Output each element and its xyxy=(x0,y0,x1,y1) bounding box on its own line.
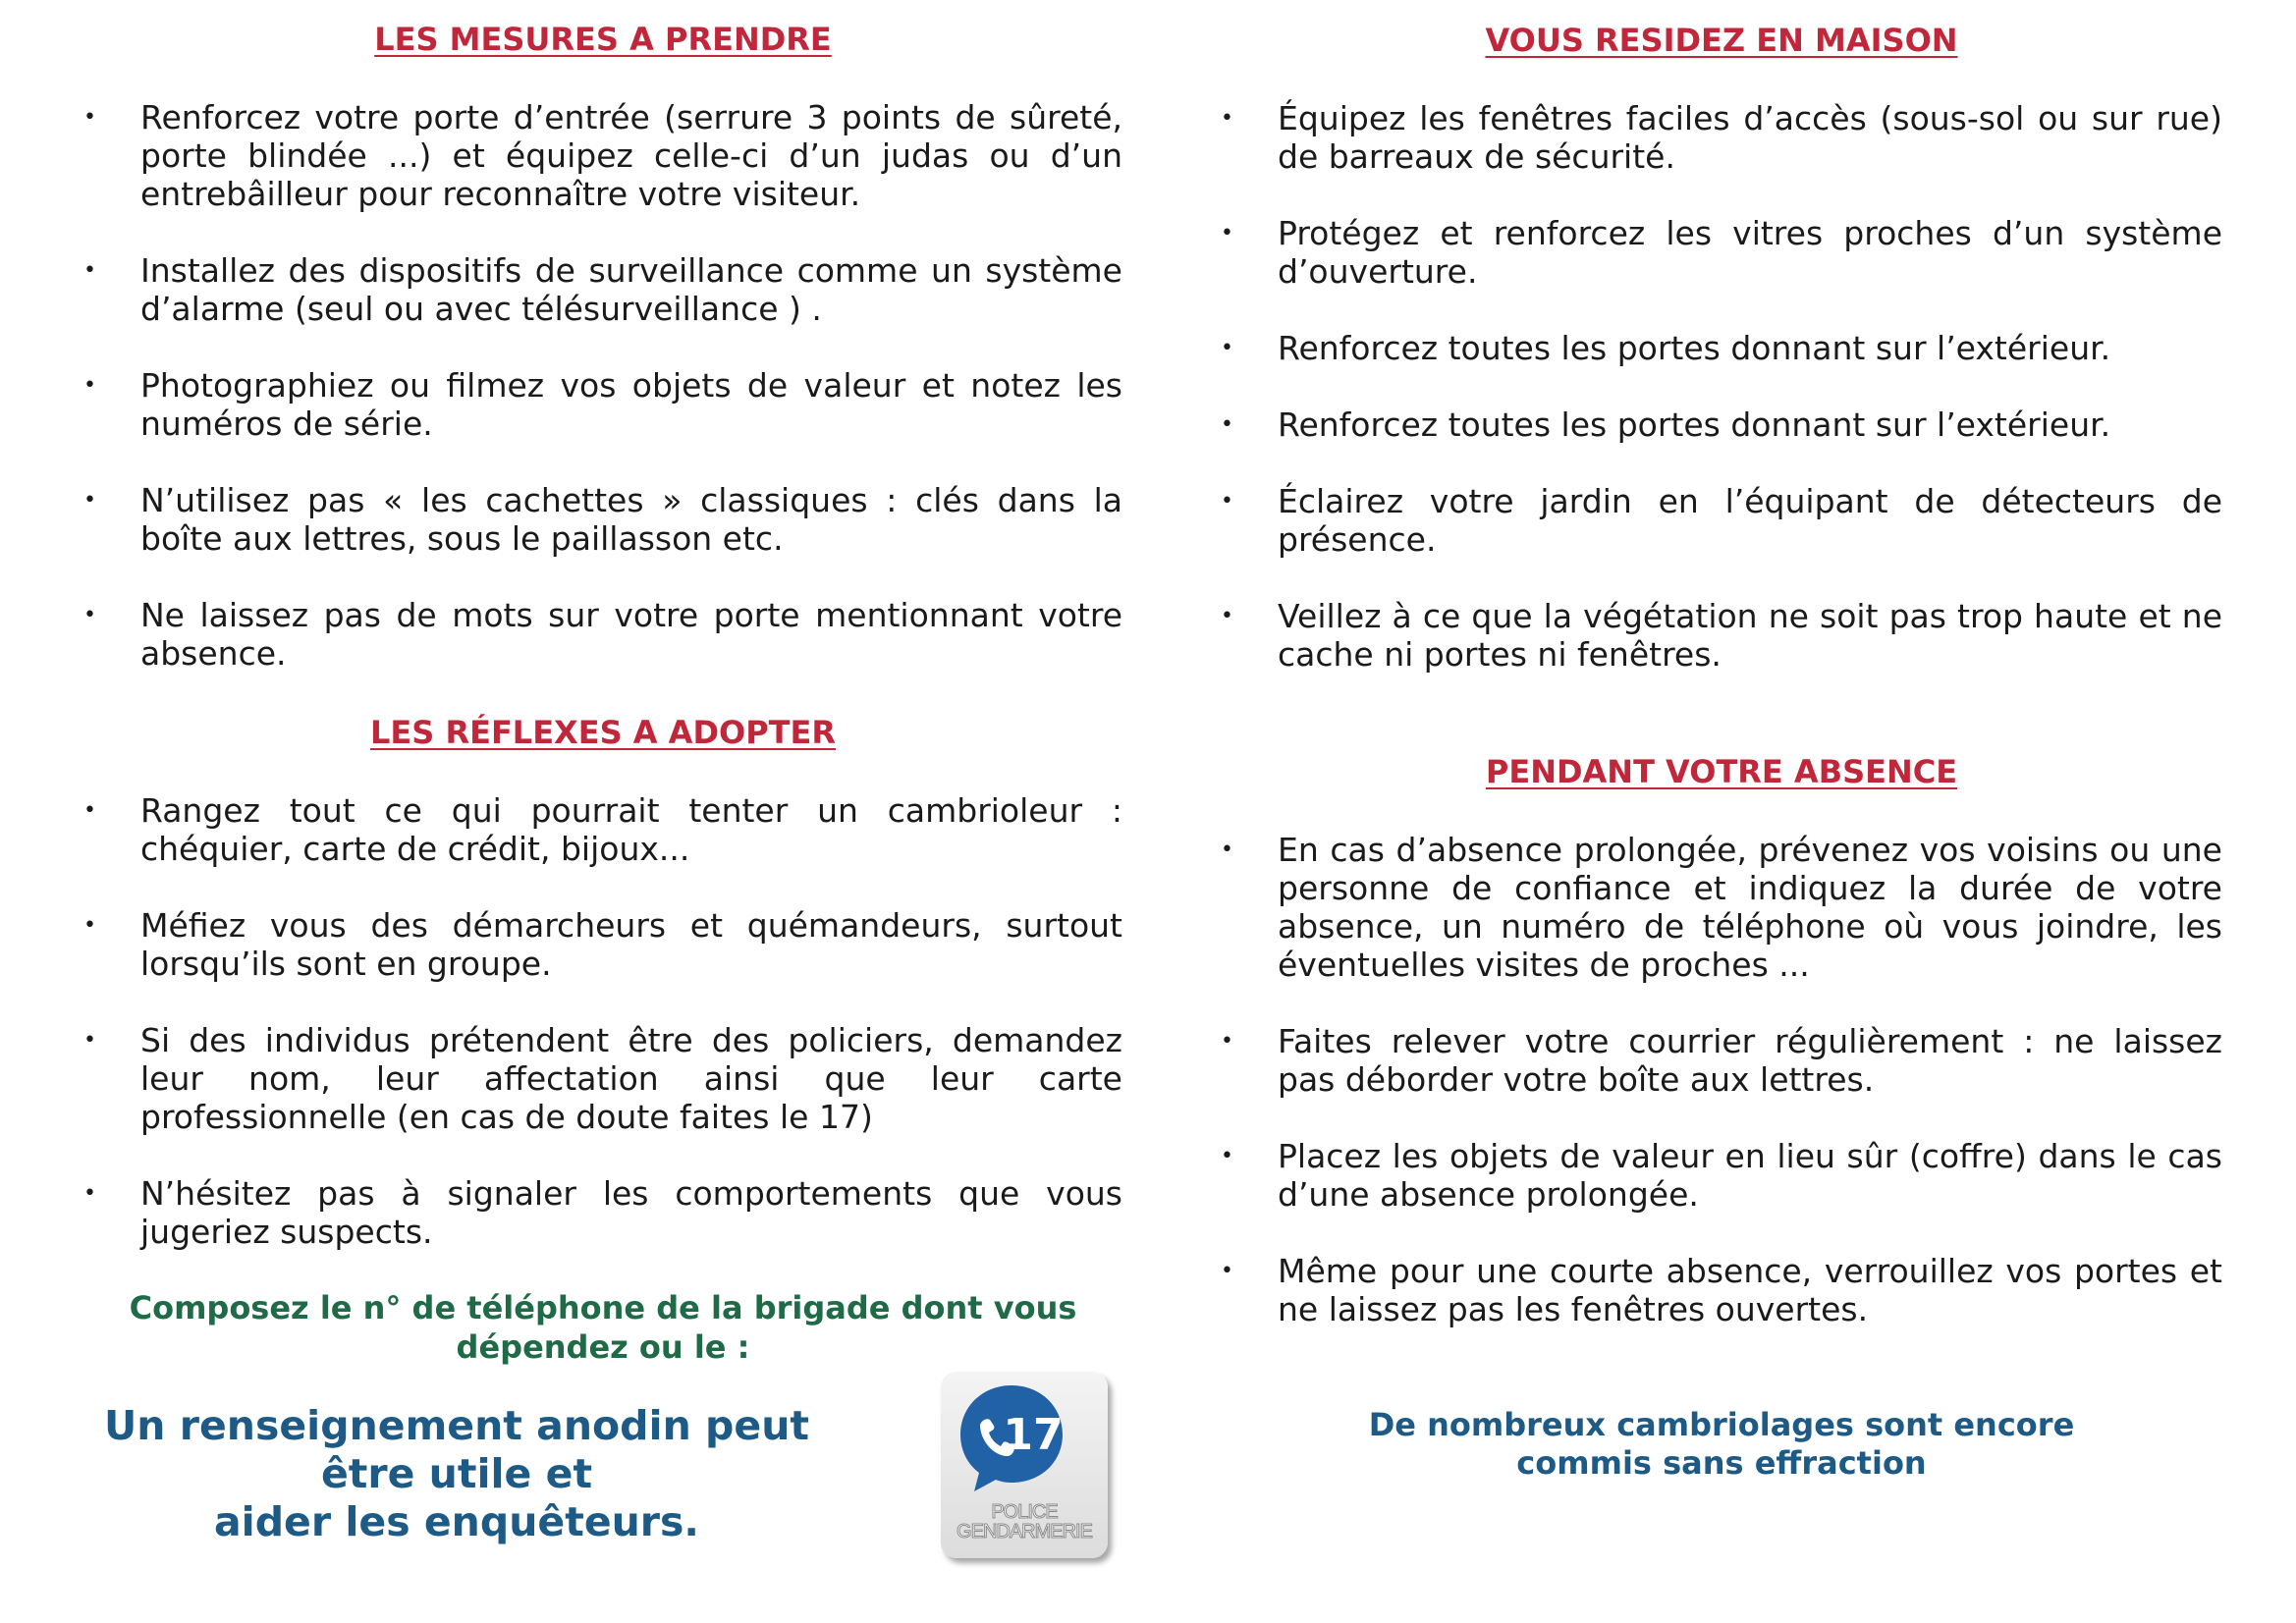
speech-bubble-icon xyxy=(953,1378,1070,1495)
list-item: • Ne laissez pas de mots sur votre porte mentionnant votre absence. xyxy=(83,596,1122,673)
list-item: • Installez des dispositifs de surveillance comme un système d’alarme (seul ou avec télésurveillance ) . xyxy=(83,251,1122,328)
footer-note xyxy=(1221,1406,2222,1483)
slogan xyxy=(83,1402,830,1546)
police-gendarmerie-17-logo xyxy=(941,1372,1108,1558)
list-item: • Méfiez vous des démarcheurs et quémandeurs, surtout lorsqu’ils sont en groupe. xyxy=(83,906,1122,983)
reflexes-list xyxy=(83,791,1122,1289)
list-item: • Renforcez toutes les portes donnant sur l’extérieur. xyxy=(1221,406,2222,444)
slogan-line2: être utile et xyxy=(320,1450,593,1497)
footer-line2: commis sans effraction xyxy=(1516,1444,1927,1482)
list-item: • Placez les objets de valeur en lieu sûr (coffre) dans le cas d’une absence prolongée. xyxy=(1221,1137,2222,1214)
list-item: • Photographiez ou filmez vos objets de valeur et notez les numéros de série. xyxy=(83,366,1122,443)
list-item: • Même pour une courte absence, verrouillez vos portes et ne laissez pas les fenêtres ouvertes. xyxy=(1221,1252,2222,1328)
list-item: • Éclairez votre jardin en l’équipant de détecteurs de présence. xyxy=(1221,482,2222,559)
house-list xyxy=(1221,99,2222,712)
logo-number: 17 xyxy=(1003,1410,1064,1460)
house-title: VOUS RESIDEZ EN MAISON xyxy=(1485,22,1958,59)
list-item: • N’hésitez pas à signaler les comportements que vous jugeriez suspects. xyxy=(83,1174,1122,1251)
list-item: • Renforcez votre porte d’entrée (serrure 3 points de sûreté, porte blindée ...) et équipez celle-ci d’un judas ou d’un entrebâilleur pour reconnaître votre visiteur. xyxy=(83,98,1122,213)
slogan-line3: aider les enquêteurs. xyxy=(213,1498,700,1545)
list-item: • N’utilisez pas « les cachettes » classiques : clés dans la boîte aux lettres, sous le paillasson etc. xyxy=(83,481,1122,558)
list-item: • Renforcez toutes les portes donnant sur l’extérieur. xyxy=(1221,329,2222,367)
list-item: • Faites relever votre courrier régulièrement : ne laissez pas déborder votre boîte aux lettres. xyxy=(1221,1022,2222,1099)
logo-gendarmerie-text: GENDARMERIE xyxy=(957,1521,1092,1542)
measures-list xyxy=(83,98,1122,711)
call-note-line2: dépendez ou le : xyxy=(456,1328,750,1366)
absence-list xyxy=(1221,831,2222,1367)
slogan-line1: Un renseignement anodin peut xyxy=(103,1402,809,1449)
list-item: • Si des individus prétendent être des policiers, demandez leur nom, leur affectation ainsi que leur carte professionnelle (en cas de doute faites le 17) xyxy=(83,1021,1122,1136)
reflexes-title: LES RÉFLEXES A ADOPTER xyxy=(370,714,836,751)
list-item: • Veillez à ce que la végétation ne soit pas trop haute et ne cache ni portes ni fenêtres. xyxy=(1221,597,2222,674)
call-note-line1: Composez le n° de téléphone de la brigade dont vous xyxy=(129,1289,1077,1326)
measures-title: LES MESURES A PRENDRE xyxy=(374,21,832,58)
footer-line1: De nombreux cambriolages sont encore xyxy=(1368,1406,2075,1443)
list-item: • Protégez et renforcez les vitres proches d’un système d’ouverture. xyxy=(1221,214,2222,291)
call-note xyxy=(83,1288,1122,1367)
list-item: • En cas d’absence prolongée, prévenez vos voisins ou une personne de confiance et indiquez la durée de votre absence, un numéro de téléphone où vous joindre, les éventuelles visites de proches ... xyxy=(1221,831,2222,984)
absence-title: PENDANT VOTRE ABSENCE xyxy=(1485,753,1958,790)
logo-police-text: POLICE xyxy=(991,1501,1058,1523)
list-item: • Équipez les fenêtres faciles d’accès (sous-sol ou sur rue) de barreaux de sécurité. xyxy=(1221,99,2222,176)
list-item: • Rangez tout ce qui pourrait tenter un cambrioleur : chéquier, carte de crédit, bijoux... xyxy=(83,791,1122,868)
